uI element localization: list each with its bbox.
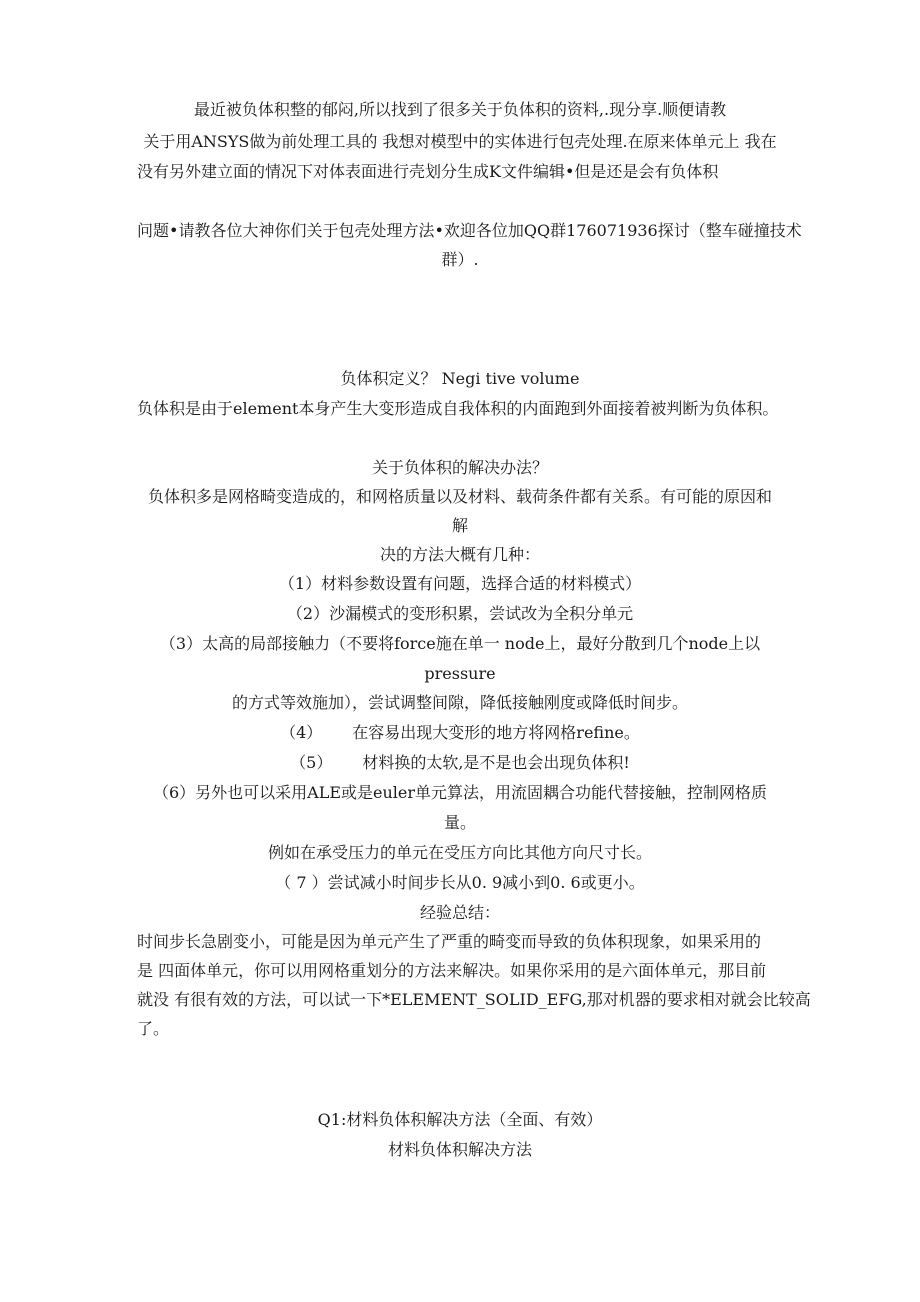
solutions-intro-3: 决的方法大概有几种：: [379, 545, 540, 564]
solution-item-3c: 的方式等效施加），尝试调整间隙，降低接触刚度或降低时间步。: [231, 693, 688, 712]
summary-line-1: 时间步长急剧变小，可能是因为单元产生了严重的畸变而导致的负体积现象，如果采用的: [137, 932, 762, 951]
solution-item-1: （1）材料参数设置有问题，选择合适的材料模式）: [278, 574, 642, 593]
intro-line-5: 群）.: [441, 250, 479, 269]
solution-item-4-text: 在容易出现大变形的地方将网格refine。: [352, 723, 640, 742]
q1-heading: Q1:材料负体积解决方法（全面、有效）: [317, 1110, 603, 1129]
solution-item-7: （ 7 ）尝试减小时间步长从0. 9减小到0. 6或更小。: [275, 873, 645, 892]
summary-line-2: 是 四面体单元，你可以用网格重划分的方法来解决。如果你采用的是六面体单元，那目前: [137, 961, 767, 980]
intro-line-1: 最近被负体积整的郁闷,所以找到了很多关于负体积的资料,.现分享.顺便请教: [193, 100, 727, 119]
definition-heading: 负体积定义？ Negi tive volume: [340, 369, 580, 388]
solution-item-5-text: 材料换的太软,是不是也会出现负体积!: [362, 753, 630, 772]
intro-line-3: 没有另外建立面的情况下对体表面进行壳划分生成K文件编辑•但是还是会有负体积: [137, 162, 719, 181]
solution-item-3a: （3）太高的局部接触力（不要将force施在单一 node上，最好分散到几个node上以: [159, 634, 761, 653]
definition-text: 负体积是由于element本身产生大变形造成自我体积的内面跑到外面接着被判断为负体积。: [137, 399, 779, 418]
q1-subheading: 材料负体积解决方法: [387, 1140, 532, 1159]
solution-item-4: [0, 723, 920, 743]
solution-item-5: [0, 753, 920, 773]
summary-line-3: 就没 有很有效的方法，可以试一下*ELEMENT_SOLID_EFG,那对机器的要求相对就会比较高: [137, 990, 811, 1009]
solutions-heading: 关于负体积的解决办法？: [371, 458, 548, 477]
solution-item-6c: 例如在承受压力的单元在受压方向比其他方向尺寸长。: [267, 843, 652, 862]
solutions-intro-1: 负体积多是网格畸变造成的，和网格质量以及材料、载荷条件都有关系。有可能的原因和: [147, 487, 772, 506]
solution-item-3b: pressure: [424, 664, 496, 683]
summary-line-4: 了。: [137, 1019, 170, 1038]
solution-item-6b: 量。: [443, 813, 476, 832]
solution-item-6a: （6）另外也可以采用ALE或是euler单元算法，用流固耦合功能代替接触，控制网格质: [152, 783, 768, 802]
solutions-intro-2: 解: [451, 516, 468, 535]
solution-item-5-number: （5）: [290, 753, 333, 772]
solution-item-4-number: （4）: [280, 723, 323, 742]
summary-heading: 经验总结：: [419, 903, 500, 922]
solution-item-2: （2）沙漏模式的变形积累，尝试改为全积分单元: [286, 604, 634, 623]
intro-line-2: 关于用ANSYS做为前处理工具的 我想对模型中的实体进行包壳处理.在原来体单元上 我在: [143, 132, 777, 151]
intro-line-4: 问题•请教各位大神你们关于包壳处理方法•欢迎各位加QQ群176071936探讨（整车碰撞技术: [137, 221, 802, 240]
